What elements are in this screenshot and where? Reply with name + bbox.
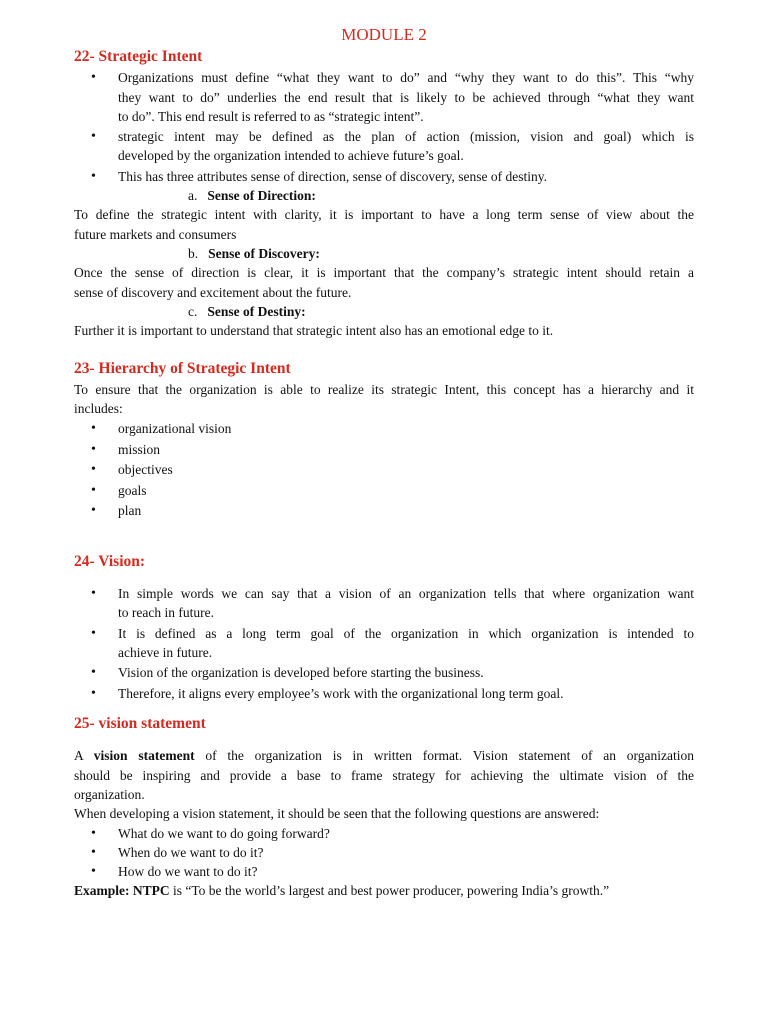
question-item: When do we want to do it? [118,845,264,860]
vision-statement-term: vision statement [93,748,195,763]
attribute-c-heading [188,302,306,322]
bullet-icon: • [91,845,96,860]
hierarchy-item: organizational vision [118,421,232,436]
s23-intro-line1: To ensure that the organization is able to realize its strategic Intent, this concept has a hierarchy and it [74,382,694,397]
bullet-icon: • [91,826,96,841]
s22-bullet2-line2: developed by the organization intended to achieve future’s goal. [118,148,464,163]
section-heading-22: 22- Strategic Intent [74,48,203,65]
s24-bullet2-line2: achieve in future. [118,645,213,660]
s24-bullet4-line1: Therefore, it aligns every employee’s work with the organizational long term goal. [118,686,564,701]
s22-bullet1-line2: they want to do” underlies the end result that is likely to be achieved through “what they want [118,90,694,105]
hierarchy-item: plan [118,503,142,518]
module-title: MODULE 2 [341,25,427,44]
example-line [74,881,609,901]
attribute-a-title: Sense of Direction: [207,188,316,203]
s24-bullet1-line2: to reach in future. [118,605,214,620]
attribute-a-line1: To define the strategic intent with clarity, it is important to have a long term sense of view about the [74,207,694,222]
s25-para1-lead: A [74,748,94,763]
question-item: What do we want to do going forward? [118,826,330,841]
section-heading-25: 25- vision statement [74,715,206,732]
s25-para1-line2: should be inspiring and provide a base to frame strategy for achieving the ultimate vision of the [74,768,694,783]
attribute-c-title: Sense of Destiny: [207,304,306,319]
bullet-icon: • [91,421,96,436]
bullet-icon: • [91,483,96,498]
s22-bullet3-line1: This has three attributes sense of direction, sense of discovery, sense of destiny. [118,169,548,184]
hierarchy-item: mission [118,442,161,457]
example-text: is “To be the world’s largest and best power producer, powering India’s growth.” [169,883,610,898]
attribute-b-line1: Once the sense of direction is clear, it is important that the company’s strategic intent should retain a [74,265,694,280]
attribute-a-line2: future markets and consumers [74,227,237,242]
bullet-icon: • [91,70,96,85]
s22-bullet1-line1: Organizations must define “what they want to do” and “why they want to do this”. This “why [118,70,694,85]
s22-bullet1-line3: to do”. This end result is referred to as “strategic intent”. [118,109,424,124]
s25-para1-line1 [74,746,694,766]
s24-bullet2-line1: It is defined as a long term goal of the organization in which organization is intended to [118,626,694,641]
s24-bullet3-line1: Vision of the organization is developed before starting the business. [118,665,484,680]
bullet-icon: • [91,864,96,879]
bullet-icon: • [91,462,96,477]
bullet-icon: • [91,169,96,184]
bullet-icon: • [91,129,96,144]
question-item: How do we want to do it? [118,864,258,879]
bullet-icon: • [91,442,96,457]
bullet-icon: • [91,686,96,701]
hierarchy-item: objectives [118,462,173,477]
list-marker-a: a. [188,188,198,203]
s25-para1-line3: organization. [74,787,145,802]
hierarchy-item: goals [118,483,147,498]
s24-bullet1-line1: In simple words we can say that a vision of an organization tells that where organization want [118,586,694,601]
s23-intro-line2: includes: [74,401,123,416]
section-heading-23: 23- Hierarchy of Strategic Intent [74,360,291,377]
attribute-b-line2: sense of discovery and excitement about the future. [74,285,352,300]
list-marker-c: c. [188,304,198,319]
attribute-c-line1: Further it is important to understand that strategic intent also has an emotional edge to it. [74,323,554,338]
attribute-a-heading [188,186,316,206]
section-heading-24: 24- Vision: [74,553,146,570]
bullet-icon: • [91,626,96,641]
bullet-icon: • [91,586,96,601]
bullet-icon: • [91,503,96,518]
list-marker-b: b. [188,246,199,261]
example-org: NTPC [129,883,170,898]
s25-para1-rest: of the organization is in written format. Vision statement of an organization [194,748,694,763]
attribute-b-heading [188,244,320,264]
bullet-icon: • [91,665,96,680]
example-label: Example: [74,883,130,898]
attribute-b-title: Sense of Discovery: [208,246,320,261]
s25-para2-line1: When developing a vision statement, it should be seen that the following questions are answered: [74,806,600,821]
s22-bullet2-line1: strategic intent may be defined as the plan of action (mission, vision and goal) which is [118,129,694,144]
